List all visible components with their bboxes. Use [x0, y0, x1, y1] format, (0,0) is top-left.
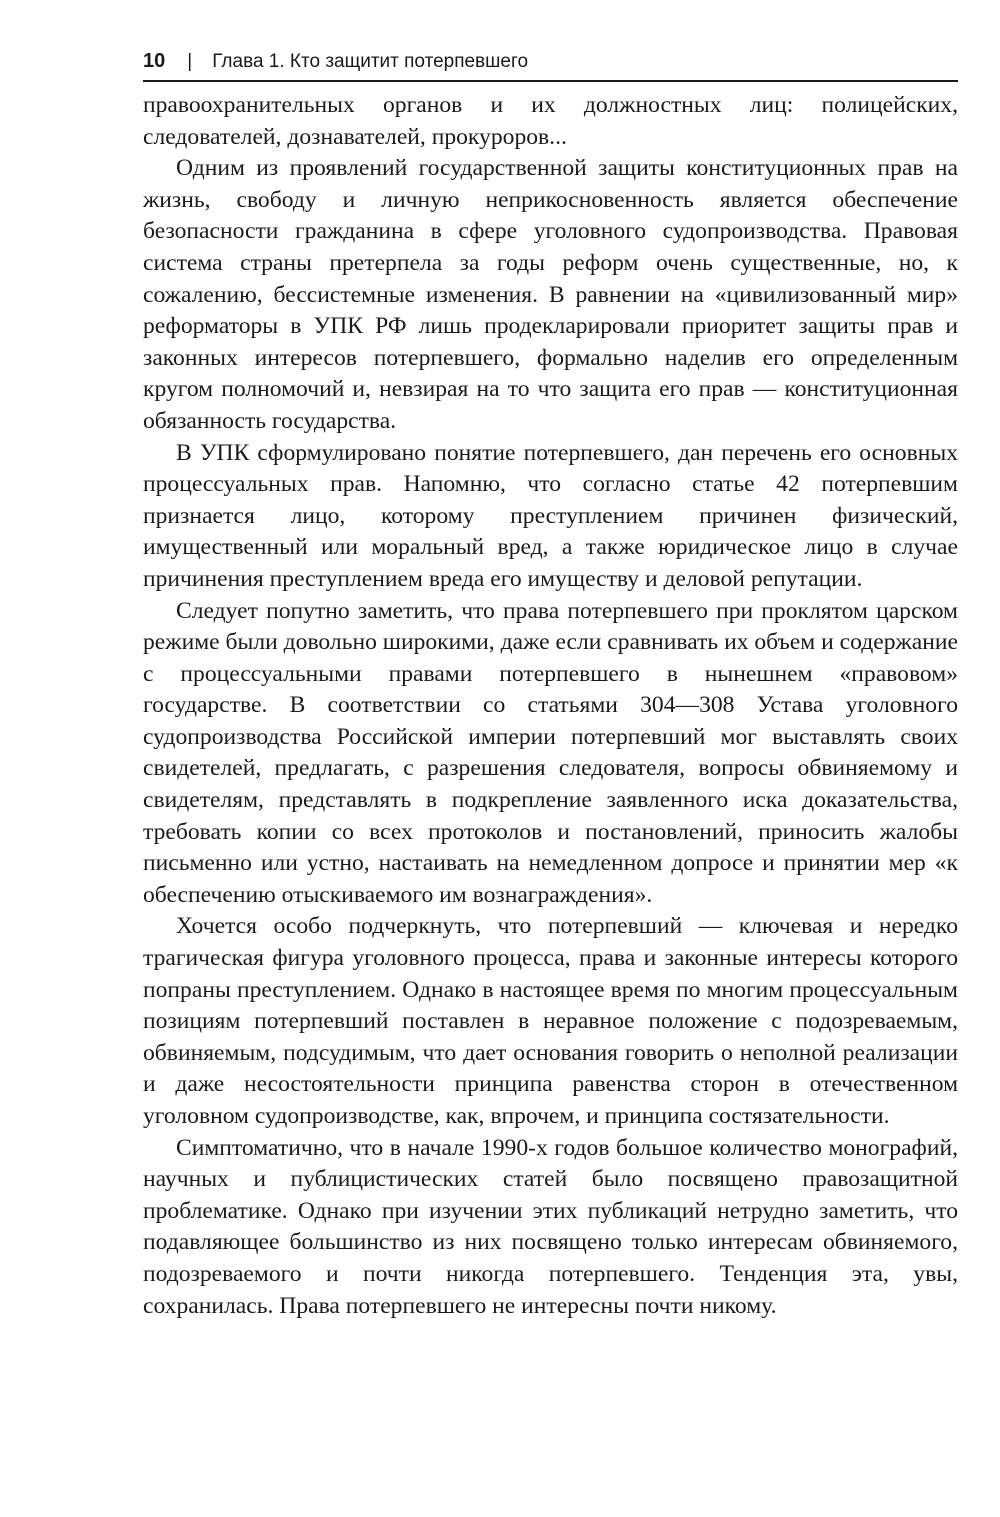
paragraph: В УПК сформулировано понятие потерпевшего, дан перечень его основных процессуальных прав. Напомню, что согласно статье 42 потерпевшим признается лицо, которому преступлением причинен физический, имущественный или моральный вред, а также юридическое лицо в случае причинения преступлением вреда его имуществу и деловой репутации.	[143, 439, 958, 592]
paragraph: Симптоматично, что в начале 1990-х годов большое количество монографий, научных и публицистических статей было посвящено правозащитной проблематике. Однако при изучении этих публикаций нетрудно заметить, что подавляющее большинство из них посвящено только интересам обвиняемого, подозреваемого и почти никогда потерпевшего. Тенденция эта, увы, сохранилась. Права потерпевшего не интересны почти никому.	[143, 1134, 958, 1319]
body-text	[143, 90, 958, 1322]
page-number: 10	[143, 50, 166, 72]
running-head	[143, 46, 958, 82]
chapter-title: Глава 1. Кто защитит потерпевшего	[212, 51, 529, 72]
paragraph-continuation: правоохранительных органов и их должностных лиц: полицейских, следователей, дознавателей, прокуроров...	[143, 92, 958, 150]
paragraph: Хочется особо подчеркнуть, что потерпевший — ключевая и нередко трагическая фигура уголовного процесса, права и законные интересы которого попраны преступлением. Однако в настоящее время по многим процессуальным позициям потерпевший поставлен в неравное положение с подозреваемым, обвиняемым, подсудимым, что дает основания говорить о неполной реализации и даже несостоятельности принципа равенства сторон в отечественном уголовном судопроизводстве, как, впрочем, и принципа состязательности.	[143, 913, 958, 1129]
paragraph: Одним из проявлений государственной защиты конституционных прав на жизнь, свободу и личную неприкосновенность является обеспечение безопасности гражданина в сфере уголовного судопроизводства. Правовая система страны претерпела за годы реформ очень существенные, но, к сожалению, бессистемные изменения. В равнении на «цивилизованный мир» реформаторы в УПК РФ лишь продекларировали приоритет защиты прав и законных интересов потерпевшего, формально наделив его определенным кругом полномочий и, невзирая на то что защита его прав — конституционная обязанность государства.	[143, 155, 958, 434]
paragraph: Следует попутно заметить, что права потерпевшего при проклятом царском режиме были довольно широкими, даже если сравнивать их объем и содержание с процессуальными правами потерпевшего в нынешнем «правовом» государстве. В соответствии со статьями 304—308 Устава уголовного судопроизводства Российской империи потерпевший мог выставлять своих свидетелей, предлагать, с разрешения следователя, вопросы обвиняемому и свидетелям, представлять в подкрепление заявленного иска доказательства, требовать копии со всех протоколов и постановлений, приносить жалобы письменно или устно, настаивать на немедленном допросе и принятии мер «к обеспечению отыскиваемого им вознаграждения».	[143, 597, 958, 908]
header-separator: |	[187, 51, 193, 72]
